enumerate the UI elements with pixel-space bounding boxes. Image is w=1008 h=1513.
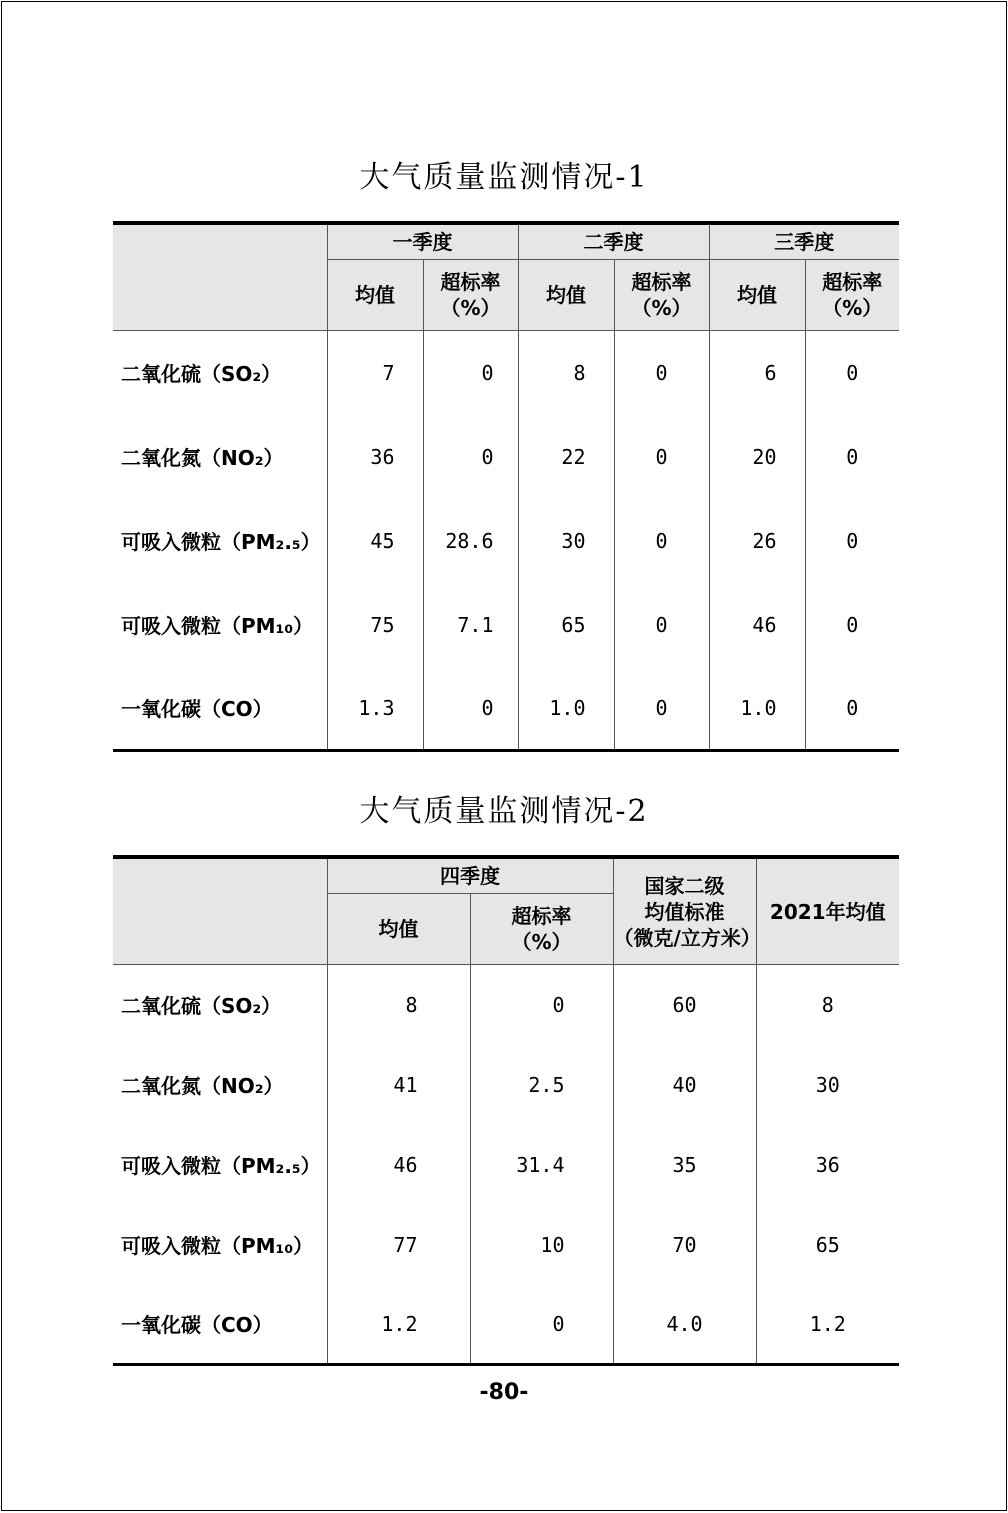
pollutant-label: 二氧化氮（NO₂）: [113, 1045, 327, 1125]
value-cell: 30: [756, 1045, 899, 1125]
value-cell: 28.6: [423, 499, 518, 583]
value-cell: 6: [709, 331, 805, 415]
value-cell: 31.4: [470, 1125, 613, 1205]
value-cell: 36: [327, 415, 423, 499]
document-page: [1, 1, 1007, 1511]
quarter-header: 三季度: [709, 223, 899, 260]
mean-header: 均值: [709, 260, 805, 331]
pollutant-label: 可吸入微粒（PM₁₀）: [113, 583, 327, 667]
pollutant-label: 二氧化硫（SO₂）: [113, 331, 327, 415]
exceed-rate-header: 超标率 （%）: [423, 260, 518, 331]
value-cell: 46: [709, 583, 805, 667]
value-cell: 41: [327, 1045, 470, 1125]
table-row: [113, 1125, 899, 1205]
value-cell: 1.3: [327, 667, 423, 751]
value-cell: 65: [518, 583, 614, 667]
pollutant-label: 一氧化碳（CO）: [113, 1285, 327, 1365]
mean-header: 均值: [327, 894, 470, 965]
table-row: [113, 415, 899, 499]
mean-header: 均值: [327, 260, 423, 331]
pollutant-label: 可吸入微粒（PM₂.₅）: [113, 1125, 327, 1205]
annual-mean-header: 2021年均值: [756, 857, 899, 965]
value-cell: 45: [327, 499, 423, 583]
value-cell: 1.0: [709, 667, 805, 751]
value-cell: 0: [614, 415, 709, 499]
value-cell: 26: [709, 499, 805, 583]
value-cell: 70: [613, 1205, 756, 1285]
air-quality-table-1: [113, 221, 899, 752]
pollutant-label: 一氧化碳（CO）: [113, 667, 327, 751]
air-quality-table-2: [113, 855, 899, 1366]
value-cell: 35: [613, 1125, 756, 1205]
value-cell: 0: [805, 667, 899, 751]
corner-header-cell: [113, 223, 327, 331]
pollutant-label: 可吸入微粒（PM₁₀）: [113, 1205, 327, 1285]
value-cell: 7: [327, 331, 423, 415]
table-row: [113, 965, 899, 1045]
value-cell: 2.5: [470, 1045, 613, 1125]
quarter-header: 一季度: [327, 223, 518, 260]
value-cell: 77: [327, 1205, 470, 1285]
value-cell: 0: [470, 1285, 613, 1365]
mean-header: 均值: [518, 260, 614, 331]
value-cell: 60: [613, 965, 756, 1045]
table-row: [113, 1205, 899, 1285]
value-cell: 0: [423, 331, 518, 415]
value-cell: 0: [805, 499, 899, 583]
value-cell: 46: [327, 1125, 470, 1205]
value-cell: 36: [756, 1125, 899, 1205]
table-row: [113, 1045, 899, 1125]
value-cell: 0: [614, 499, 709, 583]
value-cell: 1.2: [756, 1285, 899, 1365]
value-cell: 0: [805, 415, 899, 499]
value-cell: 40: [613, 1045, 756, 1125]
pollutant-label: 二氧化氮（NO₂）: [113, 415, 327, 499]
value-cell: 0: [614, 583, 709, 667]
value-cell: 1.0: [518, 667, 614, 751]
quarter-header: 四季度: [327, 857, 613, 894]
table-row: [113, 331, 899, 415]
value-cell: 0: [614, 331, 709, 415]
value-cell: 30: [518, 499, 614, 583]
exceed-rate-header: 超标率 （%）: [470, 894, 613, 965]
table1-title: 大气质量监测情况-1: [359, 160, 649, 195]
value-cell: 0: [805, 331, 899, 415]
value-cell: 1.2: [327, 1285, 470, 1365]
value-cell: 4.0: [613, 1285, 756, 1365]
value-cell: 0: [614, 667, 709, 751]
value-cell: 22: [518, 415, 614, 499]
table-row: [113, 1285, 899, 1365]
value-cell: 7.1: [423, 583, 518, 667]
national-standard-header: 国家二级 均值标准 （微克/立方米）: [613, 857, 756, 965]
pollutant-label: 可吸入微粒（PM₂.₅）: [113, 499, 327, 583]
table-row: [113, 499, 899, 583]
value-cell: 0: [423, 415, 518, 499]
table-row: [113, 667, 899, 751]
value-cell: 75: [327, 583, 423, 667]
exceed-rate-header: 超标率 （%）: [614, 260, 709, 331]
value-cell: 8: [518, 331, 614, 415]
pollutant-label: 二氧化硫（SO₂）: [113, 965, 327, 1045]
value-cell: 20: [709, 415, 805, 499]
value-cell: 0: [423, 667, 518, 751]
value-cell: 0: [470, 965, 613, 1045]
corner-header-cell: [113, 857, 327, 965]
quarter-header: 二季度: [518, 223, 709, 260]
table-row: [113, 583, 899, 667]
value-cell: 10: [470, 1205, 613, 1285]
value-cell: 8: [756, 965, 899, 1045]
page-number: -80-: [479, 1380, 529, 1405]
exceed-rate-header: 超标率 （%）: [805, 260, 899, 331]
value-cell: 0: [805, 583, 899, 667]
table2-title: 大气质量监测情况-2: [359, 794, 649, 829]
value-cell: 65: [756, 1205, 899, 1285]
value-cell: 8: [327, 965, 470, 1045]
